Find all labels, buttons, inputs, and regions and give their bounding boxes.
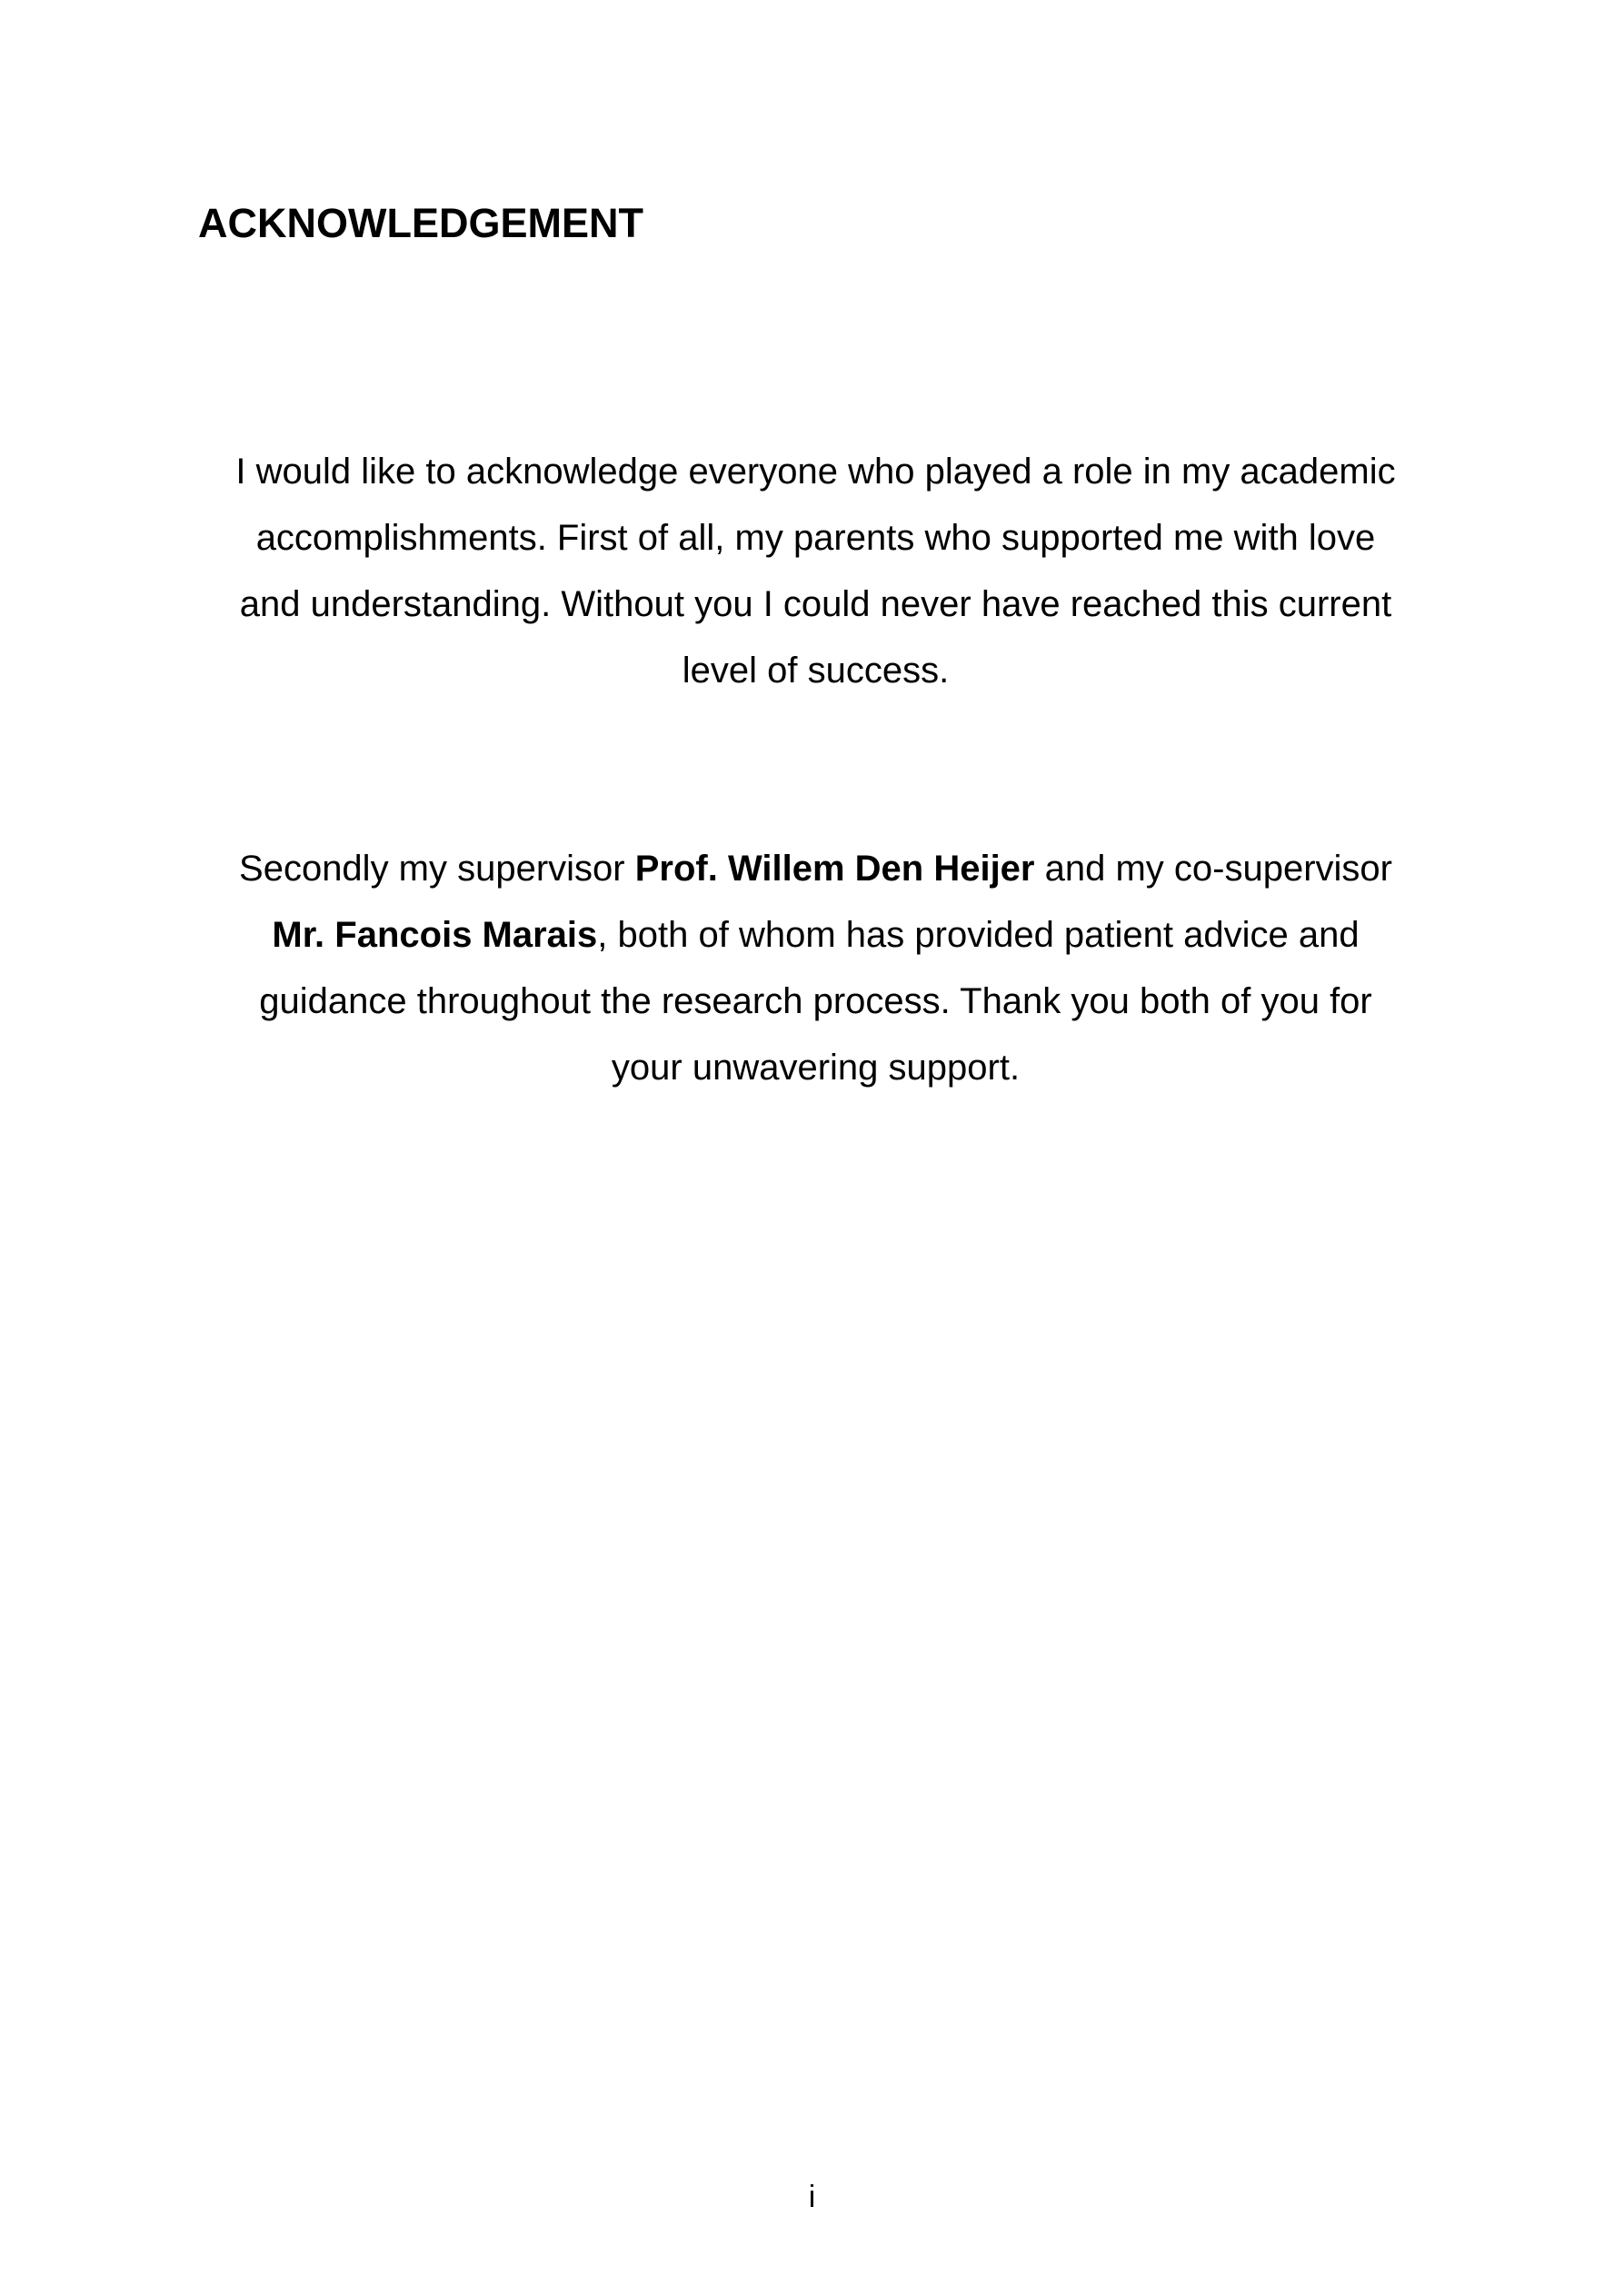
text-run: , both of whom has provided patient advice and bbox=[597, 915, 1360, 955]
co-supervisor-name: Mr. Fancois Marais bbox=[272, 915, 598, 955]
paragraph-line: I would like to acknowledge everyone who played a role in my academic bbox=[235, 452, 1396, 492]
text-run: and my co-supervisor bbox=[1034, 849, 1392, 889]
text-run: Secondly my supervisor bbox=[239, 849, 635, 889]
page-number: i bbox=[808, 2180, 816, 2214]
paragraph-line bbox=[182, 836, 1450, 902]
paragraph-line: your unwavering support. bbox=[611, 1048, 1021, 1088]
paragraph-line bbox=[182, 902, 1450, 969]
supervisor-name: Prof. Willem Den Heijer bbox=[634, 849, 1035, 889]
paragraph-line: accomplishments. First of all, my parents who supported me with love bbox=[255, 518, 1376, 558]
paragraph-line: and understanding. Without you I could never have reached this current bbox=[239, 584, 1392, 624]
paragraph-supervisors bbox=[182, 836, 1450, 1101]
paragraph-line: guidance throughout the research process. Thank you both of you for bbox=[259, 981, 1372, 1021]
paragraph-parents bbox=[182, 439, 1450, 704]
page-title: ACKNOWLEDGEMENT bbox=[198, 200, 643, 246]
paragraph-line: level of success. bbox=[682, 651, 950, 691]
